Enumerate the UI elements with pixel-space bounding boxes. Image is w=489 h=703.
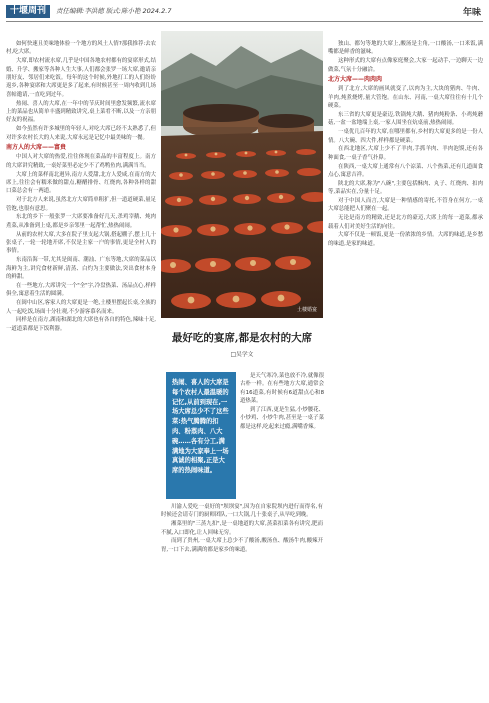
paragraph: 在闽中山区,客家人的大席更是一绝,土楼里摆起长桌,全族的人一起吃饭,场面十分壮观,不少游客慕名而来。 [6,300,156,315]
banquet-photo-graphic [161,31,323,318]
section-title: 年味 [462,8,481,18]
paragraph: 对于北方人来说,虽然北方大席简单粗犷,但一道道硬菜,量足管饱,也很有意思。 [6,197,156,212]
editor-credits: 责任编辑:李洪德 版式:陈小艳 2024.2.7 [56,7,172,15]
paragraph: 如何快速且美味地体验一个地方的风土人情?那我推荐:去农村,吃大席。 [6,41,156,56]
paragraph: 大席不仅是一顿饭,更是一份浓浓的乡情。大席的味道,是乡愁的味道,是家的味道。 [328,232,483,247]
header-divider [6,21,483,22]
paragraph: 东三省的大席更是豪迈,铁锅炖大鹅、猪肉炖粉条、小鸡炖蘑菇,一盆一盆地端上桌,一家人围坐在炕桌前,热热闹闹。 [328,112,483,127]
paragraph: 到了江西,更是生猛,小炒腰花、小炒鸡、小炒牛肉,甚至是一桌子菜都是这样,吃起来过瘾,满嘴香辣。 [240,407,324,430]
paragraph: 大席上的菜样南北迥异,南方人爱甜,北方人爱咸,在南方的大席上,往往会有糯米做的甜点,糖醋排骨、红烧肉,各种各样的甜口菜总会有一两道。 [6,171,156,195]
paragraph: 湘菜里的"三蒸九扣",是一桌地道的大席,蒸菜扣菜各有讲究,肥而不腻,入口即化,让人回味无穷。 [161,521,323,536]
paragraph: 对于中国人而言,大席是一种情感的寄托,不管身在何方,一桌大席总能把人们聚在一起。 [328,198,483,213]
paragraph: 是天气寒冷,菜也放不冷,就像很古朴一样。在有些地方大席,通常会有16道菜,有时候有6道甜点心和8道热菜。 [240,373,324,405]
paragraph: 在陕西,一桌大席上通常有八个凉菜、八个热菜,还有几道面食点心,寓意吉祥。 [328,163,483,179]
article-column-left [6,40,156,698]
paragraph: 这种形式的大席有点像家庭聚会,大家一起动手,一边聊天一边做菜,气氛十分融洽。 [328,58,483,73]
paragraph: 一桌优几百年的大席,在哪里都有,乡村的大席更多的是一份人情。八大碗、四大件,样样都是硬菜。 [328,129,483,144]
photo-caption: 土楼婚宴 [296,307,317,313]
paragraph: 热闹、喜人的大席,在一年中的节庆时间里愈发频繁,流水席上的菜品也从简单丰盛到精致讲究,桌上菜肴不断,以及一方亲朋好友的祝福。 [6,100,156,124]
paragraph: 而到了贵州,一桌大席上总少不了酸汤,酸汤鱼、酸汤牛肉,酸辣开胃,一口下去,满满的都是家乡的味道。 [161,538,323,553]
paragraph: 在一些地方,大席讲究一个"全"字,冷盘热菜、汤品点心,样样俱全,寓意着生活的圆满。 [6,282,156,298]
paragraph: 无论是南方的精致,还是北方的豪迈,大席上的每一道菜,都承载着人们对美好生活的向往。 [328,215,483,230]
paragraph: 独山、都匀等地的大席上,酸汤是主角,一口酸汤,一口米饭,满嘴都是鲜香的滋味。 [328,41,483,56]
paragraph: 在西北地区,大席上少不了羊肉,手抓羊肉、羊肉泡馍,还有各种面食,一桌子香气扑鼻。 [328,146,483,161]
paragraph: 陕北的大席,称为"八碗",主要包括酥肉、丸子、红烧肉、扣肉等,菜品实在,分量十足。 [328,180,483,196]
article-column-middle [161,503,323,698]
paragraph: 到了北方,大席的画风就变了,以肉为主,大块的猪肉、牛肉、羊肉,炖煮烧烤,量大管饱。在山东、河南,一桌大席往往有十几个硬菜。 [328,86,483,110]
subheading-south: 南方人的大席——富贵 [6,144,67,152]
paragraph: 如今虽然有许多城里的年轻人,对吃大席已经不太熟悉了,但对许多农村长大的人来说,大席永远是记忆中最美味的一餐。 [6,126,156,141]
paragraph: 大席,即农村流水席,几乎是中国各地农村都有的宴席形式,结婚、升学、搬家等各种人生大事,人们都会张罗一场大席,邀请亲朋好友、邻居们来吃饭。每年的这个时候,外地打工的人们纷纷返乡,各种宴席和大席更是多了起来,有时候甚至一周内收到几场喜帖邀请,一直吃到过年。 [6,58,156,98]
subheading-north: 北方大席——肉肉肉 [328,76,383,84]
article-byline: □吴学文 [230,352,254,358]
article-column-middle-top [240,372,324,500]
newspaper-logo: 十堰周刊 [6,5,50,18]
banquet-photo [161,31,323,318]
paragraph: 从前的农村大席,大多在院子里支起大锅,搭起棚子,摆上几十张桌子,一轮一轮地开席,不仅是主家一户的事情,更是全村人的事情。 [6,231,156,255]
article-title: 最好吃的宴席,都是农村的大席 [171,332,313,344]
paragraph: 川渝人爱吃一桌好的"坝坝宴",因为在自家院坝内进行而得名,有时候还会请专门的厨师团队,一口大锅,几十张桌子,从早吃到晚。 [161,504,323,519]
paragraph: 中国人对大席的热爱,往往体现在菜品的丰富程度上。南方的大席讲究精致,一桌好菜里必定少不了鸡鸭鱼肉,满满当当。 [6,154,156,169]
pull-quote: 热闹、喜人的大席是每个农村人最温暖的记忆,从前到现在,一场大席总少不了这些菜:热气腾腾的扣肉、粉蒸肉、八大碗……各有分工,满满地为大家奉上一场真诚的相聚,正是大席的热闹味道。 [166,372,236,499]
article-column-right [328,40,483,698]
page-header [0,0,489,22]
paragraph: 东北的乡下一般张罗一大席要准备好几天,杀鸡宰鹅、炖肉煮菜,从准备到上桌,都是乡亲邻里一起帮忙,热热闹闹。 [6,214,156,229]
paragraph: 同样是在南方,湖南和湖北的大席也有各自的特色,辣味十足,一道道菜都是下饭利器。 [6,317,156,332]
paragraph: 东南沿海一带,尤其是闽南、潮汕、广东等地,大席的菜品以海鲜为主,讲究食材新鲜,清蒸、白灼为主要做法,突出食材本身的鲜甜。 [6,257,156,281]
